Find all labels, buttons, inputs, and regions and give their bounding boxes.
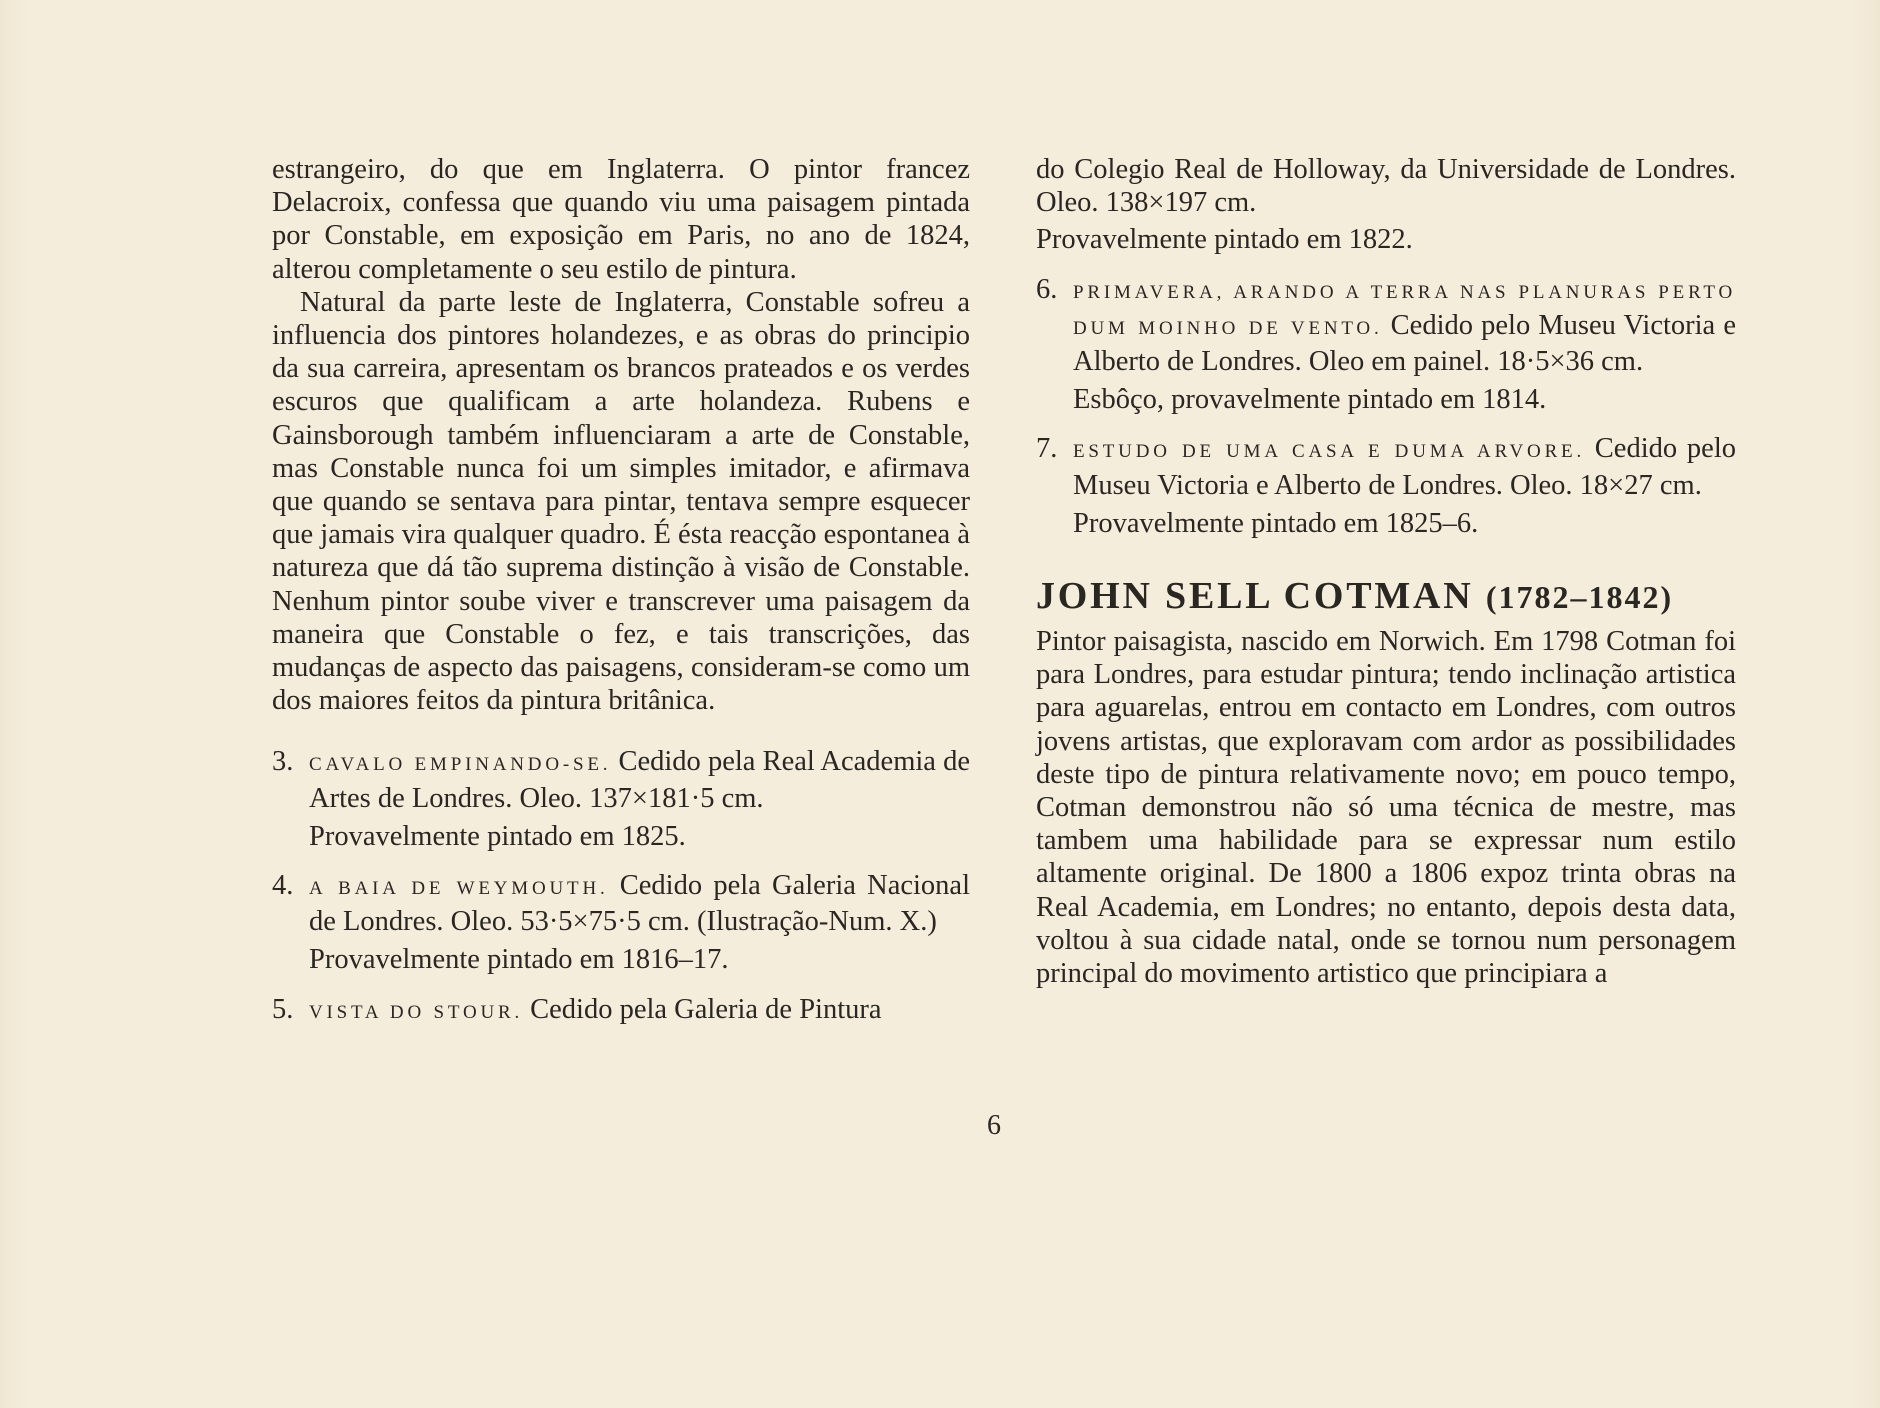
entry-number: 4.	[272, 870, 294, 902]
entry-note: Provavelmente pintado em 1816–17.	[309, 944, 729, 976]
entry-number: 5.	[272, 993, 294, 1025]
catalogue-entry-5	[272, 993, 970, 1029]
entry-5-note: Provavelmente pintado em 1822.	[1036, 224, 1413, 256]
entry-title: PRIMAVERA, ARANDO A TERRA NAS PLANURAS PERTO DUM MOINHO DE VENTO.	[1073, 281, 1736, 339]
artist-name: JOHN SELL COTMAN	[1036, 575, 1474, 618]
entry-note: Provavelmente pintado em 1825–6.	[1073, 507, 1479, 539]
entry-title: VISTA DO STOUR.	[309, 1001, 524, 1023]
entry-details: Cedido pelo Museu Victoria e Alberto de Londres. Oleo em painel. 18·5×36 cm.	[1073, 309, 1736, 378]
entry-note: Esbôço, provavelmente pintado em 1814.	[1073, 384, 1547, 416]
entry-details: Cedido pela Galeria de Pintura	[530, 993, 882, 1025]
entry-note: Provavelmente pintado em 1825.	[309, 820, 686, 852]
entry-5-continued	[1036, 153, 1736, 257]
entry-number: 3.	[272, 746, 294, 778]
right-column	[1036, 153, 1736, 990]
constable-paragraph-continued: estrangeiro, do que em Inglaterra. O pintor francez Delacroix, confessa que quando viu uma paisagem pintada por Constable, em exposição em Paris, no ano de 1824, alterou completamente o seu estilo de pintura.	[272, 154, 970, 285]
constable-paragraph: Natural da parte leste de Inglaterra, Constable sofreu a influencia dos pintores holandezes, e as obras do principio da sua carreira, apresentam os brancos prateados e os verdes escuros que qualificam a arte holandeza. Rubens e Gainsborough também influenciaram a arte de Constable, mas Constable nunca foi um simples imitador, e afirmava que quando se sentava para pintar, tentava sempre esquecer que jamais vira qualquer quadro. É ésta reacção espontanea à natureza que dá tão suprema distinção à visão de Constable. Nenhum pintor soube viver e transcrever uma paisagem da maneira que Constable o fez, e tais transcrições, das mudanças de aspecto das paisagens, consideram-se como um dos maiores feitos da pintura britânica.	[272, 286, 970, 717]
page-number: 6	[987, 1110, 1001, 1141]
artist-heading	[1036, 574, 1736, 619]
entry-number: 7.	[1036, 433, 1058, 465]
entry-title: CAVALO EMPINANDO-SE.	[309, 754, 612, 776]
entry-details: Cedido pelo Museu Victoria e Alberto de Londres. Oleo. 18×27 cm.	[1073, 433, 1736, 501]
entry-5-continued-text: do Colegio Real de Holloway, da Universidade de Londres. Oleo. 138×197 cm.	[1036, 154, 1736, 219]
catalogue-entry-7	[1036, 432, 1736, 540]
cotman-paragraph: Pintor paisagista, nascido em Norwich. Em 1798 Cotman foi para Londres, para estudar pintura; tendo inclinação artistica para aguarelas, entrou em contacto em Londres, com outros jovens artistas, que exploravam com ardor as possibilidades deste tipo de pintura relativamente novo; em pouco tempo, Cotman demonstrou não só uma técnica de mestre, mas tambem uma habilidade para se expressar num estilo altamente original. De 1800 a 1806 expoz trinta obras na Real Academia, em Londres; no entanto, depois desta data, voltou à sua cidade natal, onde se tornou num personagem principal do movimento artistico que principiara a	[1036, 626, 1736, 990]
catalogue-entry-3	[272, 745, 970, 853]
artist-dates: (1782–1842)	[1485, 579, 1674, 616]
entry-number: 6.	[1036, 273, 1058, 305]
entry-title: ESTUDO DE UMA CASA E DUMA ARVORE.	[1073, 441, 1585, 463]
left-column	[272, 153, 970, 1029]
entry-title: A BAIA DE WEYMOUTH.	[309, 878, 609, 900]
entry-details: Cedido pela Real Academia de Artes de Londres. Oleo. 137×181·5 cm.	[309, 746, 971, 814]
catalogue-entry-4	[272, 869, 970, 977]
catalogue-entry-6	[1036, 273, 1736, 417]
entry-details: Cedido pela Galeria Nacional de Londres. Oleo. 53·5×75·5 cm. (Ilustração-Num. X.)	[309, 870, 970, 938]
